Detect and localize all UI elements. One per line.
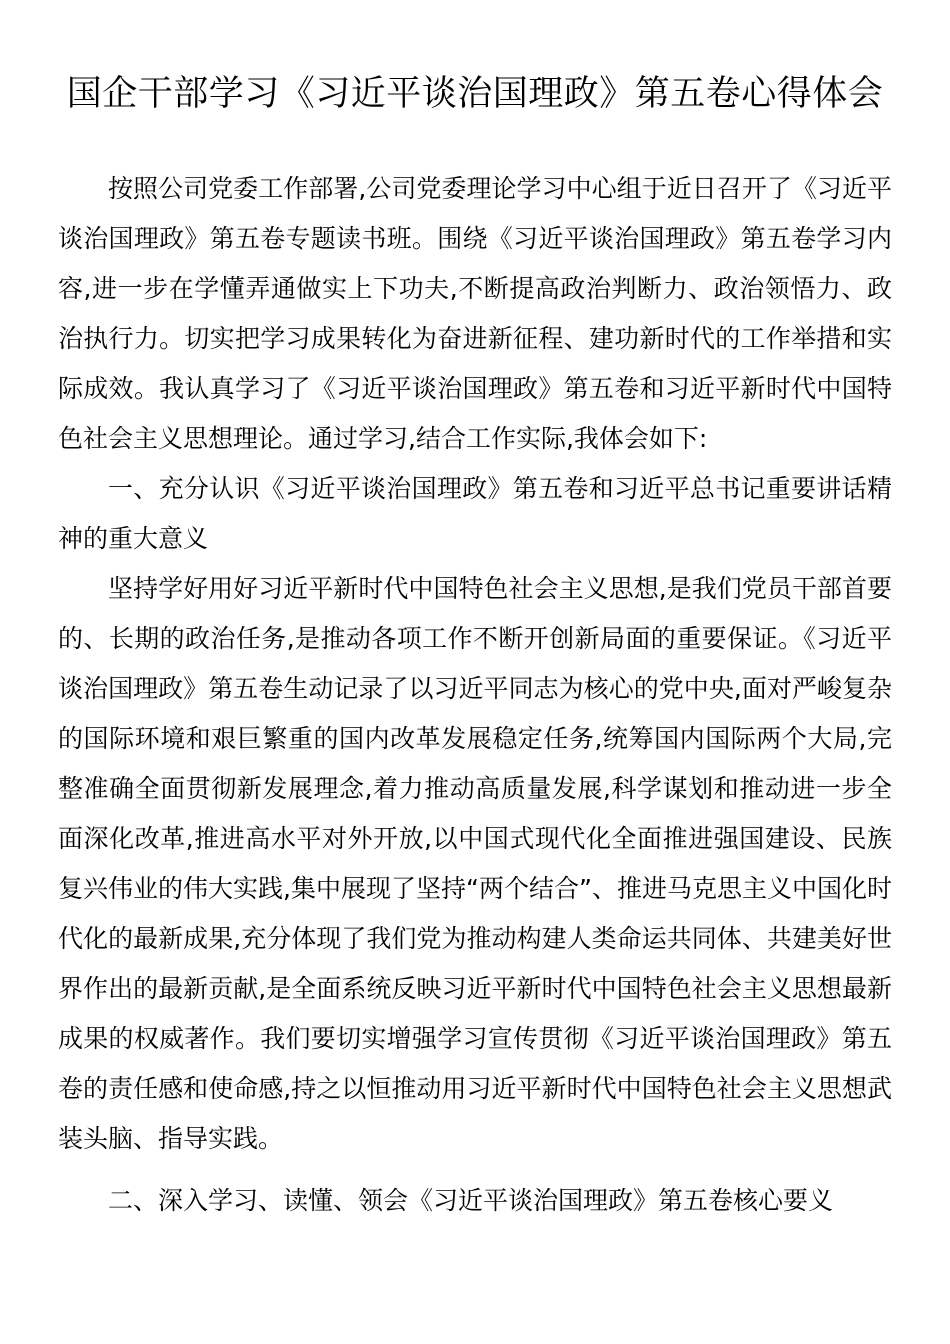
document-body xyxy=(58,164,892,1226)
section-heading-1: 一、充分认识《习近平谈治国理政》第五卷和习近平总书记重要讲话精神的重大意义 xyxy=(58,474,892,553)
spacer xyxy=(58,1164,892,1176)
document-title: 国企干部学习《习近平谈治国理政》第五卷心得体会 xyxy=(66,74,884,114)
section-1-paragraph: 坚持学好用好习近平新时代中国特色社会主义思想,是我们党员干部首要的、长期的政治任务,是推动各项工作不断开创新局面的重要保证。《习近平谈治国理政》第五卷生动记录了以习近平同志为核心的党中央,面对严峻复杂的国际环境和艰巨繁重的国内改革发展稳定任务,统筹国内国际两个大局,完整准确全面贯彻新发展理念,着力推动高质量发展,科学谋划和推动进一步全面深化改革,推进高水平对外开放,以中国式现代化全面推进强国建设、民族复兴伟业的伟大实践,集中展现了坚持“两个结合”、推进马克思主义中国化时代化的最新成果,充分体现了我们党为推动构建人类命运共同体、共建美好世界作出的最新贡献,是全面系统反映习近平新时代中国特色社会主义思想最新成果的权威著作。我们要切实增强学习宣传贯彻《习近平谈治国理政》第五卷的责任感和使命感,持之以恒推动用习近平新时代中国特色社会主义思想武装头脑、指导实践。 xyxy=(58,574,892,1153)
section-heading-2: 二、深入学习、读懂、领会《习近平谈治国理政》第五卷核心要义 xyxy=(108,1186,834,1215)
intro-paragraph: 按照公司党委工作部署,公司党委理论学习中心组于近日召开了《习近平谈治国理政》第五卷专题读书班。围绕《习近平谈治国理政》第五卷学习内容,进一步在学懂弄通做实上下功夫,不断提高政治判断力、政治领悟力、政治执行力。切实把学习成果转化为奋进新征程、建功新时代的工作举措和实际成效。我认真学习了《习近平谈治国理政》第五卷和习近平新时代中国特色社会主义思想理论。通过学习,结合工作实际,我体会如下: xyxy=(58,174,892,453)
